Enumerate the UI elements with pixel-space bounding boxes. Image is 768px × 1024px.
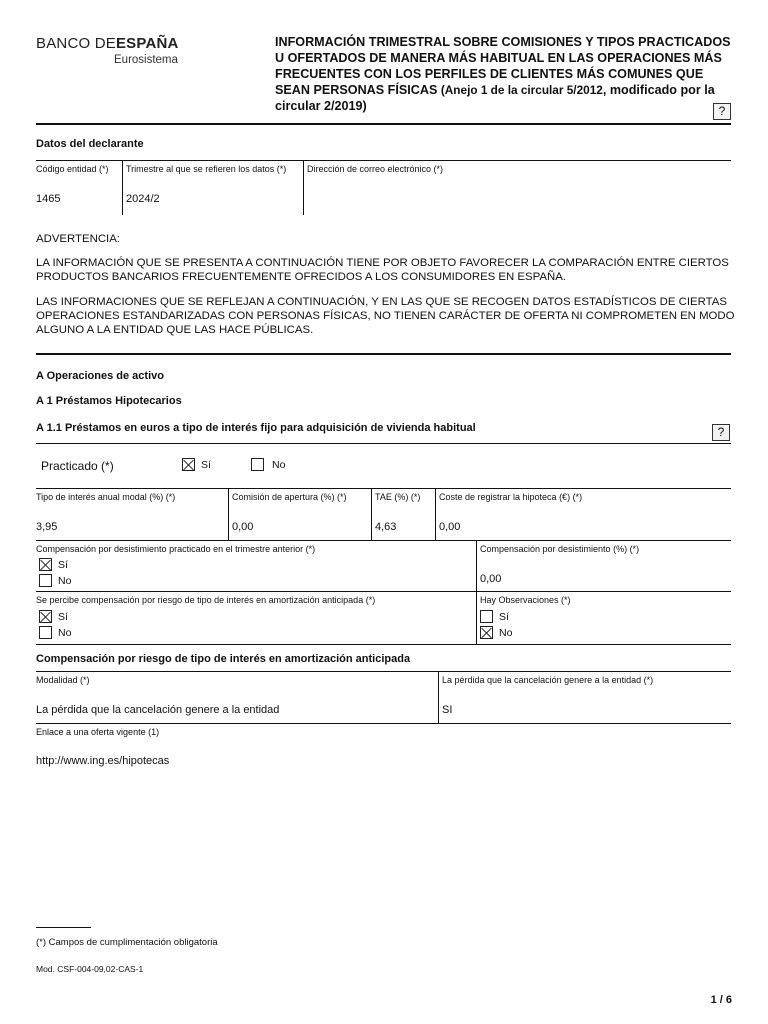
- observaciones-label: Hay Observaciones (*): [480, 595, 571, 605]
- perdida-cell: [438, 672, 731, 724]
- desistimiento-pct-cell: [476, 541, 731, 592]
- coste-registro-cell: [435, 489, 731, 541]
- codigo-entidad-cell: [36, 161, 122, 215]
- observaciones-no-checkbox[interactable]: [480, 626, 493, 639]
- practicado-si-checkbox[interactable]: [182, 458, 195, 471]
- declarante-heading: Datos del declarante: [36, 138, 144, 150]
- practicado-label: Practicado (*): [41, 459, 114, 473]
- practicado-no-label: No: [272, 458, 286, 471]
- tae-value[interactable]: 4,63: [375, 521, 397, 533]
- enlace-value[interactable]: http://www.ing.es/hipotecas: [36, 755, 170, 767]
- desistimiento-no-label: No: [58, 574, 72, 587]
- page-number: 1 / 6: [710, 994, 732, 1006]
- desistimiento-no-checkbox[interactable]: [39, 574, 52, 587]
- document-title-sub: (Anejo 1 de la circular 5/2012: [440, 83, 603, 97]
- coste-registro-label: Coste de registrar la hipoteca (€) (*): [439, 492, 583, 502]
- observaciones-cell: [476, 592, 731, 645]
- tipo-interes-cell: [36, 489, 228, 541]
- logo-subtitle: Eurosistema: [114, 54, 178, 66]
- riesgo-si-label: Sí: [58, 610, 68, 623]
- desistimiento-si-option[interactable]: [39, 558, 68, 571]
- observaciones-no-option[interactable]: [480, 626, 512, 639]
- practicado-si-option[interactable]: [182, 458, 211, 471]
- codigo-entidad-value[interactable]: 1465: [36, 193, 61, 205]
- practicado-si-label: Sí: [201, 458, 211, 471]
- footnote-separator: [36, 927, 91, 928]
- correo-label: Dirección de correo electrónico (*): [307, 164, 444, 174]
- observaciones-si-checkbox[interactable]: [480, 610, 493, 623]
- riesgo-no-option[interactable]: [39, 626, 71, 639]
- practicado-no-option[interactable]: [251, 458, 285, 471]
- riesgo-no-label: No: [58, 626, 72, 639]
- advertencia-paragraph-1: LA INFORMACIÓN QUE SE PRESENTA A CONTINUACIÓN TIENE POR OBJETO FAVORECER LA COMPARACIÓN ENTRE CIERTOS PRODUCTOS BANCARIOS FRECUENTEMENTE OFRECIDOS A LOS CONSUMIDORES EN ESPAÑA.: [36, 257, 729, 283]
- desistimiento-pct-label: Compensación por desistimiento (%) (*): [480, 544, 640, 554]
- compensacion-grid: [36, 671, 731, 723]
- riesgo-grid: [36, 591, 731, 644]
- perdida-label: La pérdida que la cancelación genere a la entidad (*): [442, 675, 654, 685]
- desistimiento-pct-value[interactable]: 0,00: [480, 573, 502, 585]
- logo-right-text: ESPAÑA: [115, 35, 179, 52]
- help-button-a11[interactable]: ?: [712, 424, 730, 441]
- model-code: Mod. CSF-004-09,02-CAS-1: [36, 964, 144, 974]
- desistimiento-si-checkbox[interactable]: [39, 558, 52, 571]
- codigo-entidad-label: Código entidad (*): [36, 164, 109, 174]
- trimestre-cell: [122, 161, 303, 215]
- divider: [36, 443, 731, 444]
- divider: [36, 353, 731, 355]
- desistimiento-practicado-cell: [36, 541, 476, 592]
- trimestre-label: Trimestre al que se refieren los datos (*): [126, 164, 287, 174]
- modalidad-value[interactable]: La pérdida que la cancelación genere a la entidad: [36, 704, 280, 716]
- riesgo-si-option[interactable]: [39, 610, 68, 623]
- section-a-heading: A Operaciones de activo: [36, 370, 164, 382]
- coste-registro-value[interactable]: 0,00: [439, 521, 461, 533]
- tipo-interes-label: Tipo de interés anual modal (%) (*): [36, 492, 176, 502]
- riesgo-si-checkbox[interactable]: [39, 610, 52, 623]
- observaciones-no-label: No: [499, 626, 513, 639]
- observaciones-si-option[interactable]: [480, 610, 509, 623]
- document-title-main: INFORMACIÓN TRIMESTRAL SOBRE COMISIONES Y TIPOS PRACTICADOS U OFERTADOS DE MANERA MÁS HABITUAL EN LAS OPERACIONES MÁS FRECUENTES CON LOS PERFILES DE CLIENTES MÁS COMUNES QUE SEAN PERSONAS FÍSICAS: [275, 35, 731, 97]
- observaciones-si-label: Sí: [499, 610, 509, 623]
- document-title: [275, 34, 735, 114]
- advertencia-paragraph-2: LAS INFORMACIONES QUE SE REFLEJAN A CONTINUACIÓN, Y EN LAS QUE SE RECOGEN DATOS ESTADÍSTICOS DE CIERTAS OPERACIONES ESTANDARIZADAS CON PERSONAS FÍSICAS, NO TIENEN CARÁCTER DE OFERTA NI COMPROMETEN EN MODO ALGUNO A LA ENTIDAD QUE LAS HACE PÚBLICAS.: [36, 296, 735, 336]
- enlace-cell: [36, 724, 731, 776]
- footnote: (*) Campos de cumplimentación obligatoria: [36, 937, 218, 948]
- riesgo-no-checkbox[interactable]: [39, 626, 52, 639]
- comision-apertura-label: Comisión de apertura (%) (*): [232, 492, 347, 502]
- section-a1-heading: A 1 Préstamos Hipotecarios: [36, 395, 182, 407]
- comision-apertura-value[interactable]: 0,00: [232, 521, 254, 533]
- desistimiento-si-label: Sí: [58, 558, 68, 571]
- modalidad-cell: [36, 672, 438, 724]
- logo-left-text: BANCO DE: [36, 35, 116, 52]
- tae-cell: [371, 489, 435, 541]
- divider: [36, 644, 731, 645]
- enlace-label: Enlace a una oferta vigente (1): [36, 727, 160, 737]
- help-button[interactable]: ?: [713, 103, 731, 120]
- riesgo-label: Se percibe compensación por riesgo de tipo de interés en amortización anticipada (*): [36, 595, 376, 605]
- desistimiento-grid: [36, 540, 731, 591]
- document-title-sub2: , modificado por la circular 2/2019): [275, 83, 715, 113]
- enlace-grid: [36, 723, 731, 775]
- practicado-no-checkbox[interactable]: [251, 458, 264, 471]
- correo-cell: [303, 161, 731, 215]
- advertencia-title: ADVERTENCIA:: [36, 233, 120, 245]
- tae-label: TAE (%) (*): [375, 492, 421, 502]
- trimestre-value[interactable]: 2024/2: [126, 193, 160, 205]
- tipos-grid: [36, 488, 731, 540]
- comision-apertura-cell: [228, 489, 371, 541]
- logo-wordmark: [36, 35, 179, 52]
- divider: [36, 123, 731, 125]
- modalidad-label: Modalidad (*): [36, 675, 90, 685]
- desistimiento-practicado-label: Compensación por desistimiento practicado en el trimestre anterior (*): [36, 544, 316, 554]
- riesgo-cell: [36, 592, 476, 645]
- banco-de-espana-logo: [36, 35, 179, 66]
- section-a11-heading: A 1.1 Préstamos en euros a tipo de interés fijo para adquisición de vivienda habitual: [36, 422, 476, 434]
- desistimiento-no-option[interactable]: [39, 574, 71, 587]
- compensacion-heading: Compensación por riesgo de tipo de interés en amortización anticipada: [36, 653, 411, 665]
- perdida-value[interactable]: SI: [442, 704, 453, 716]
- declarante-grid: [36, 160, 731, 214]
- tipo-interes-value[interactable]: 3,95: [36, 521, 58, 533]
